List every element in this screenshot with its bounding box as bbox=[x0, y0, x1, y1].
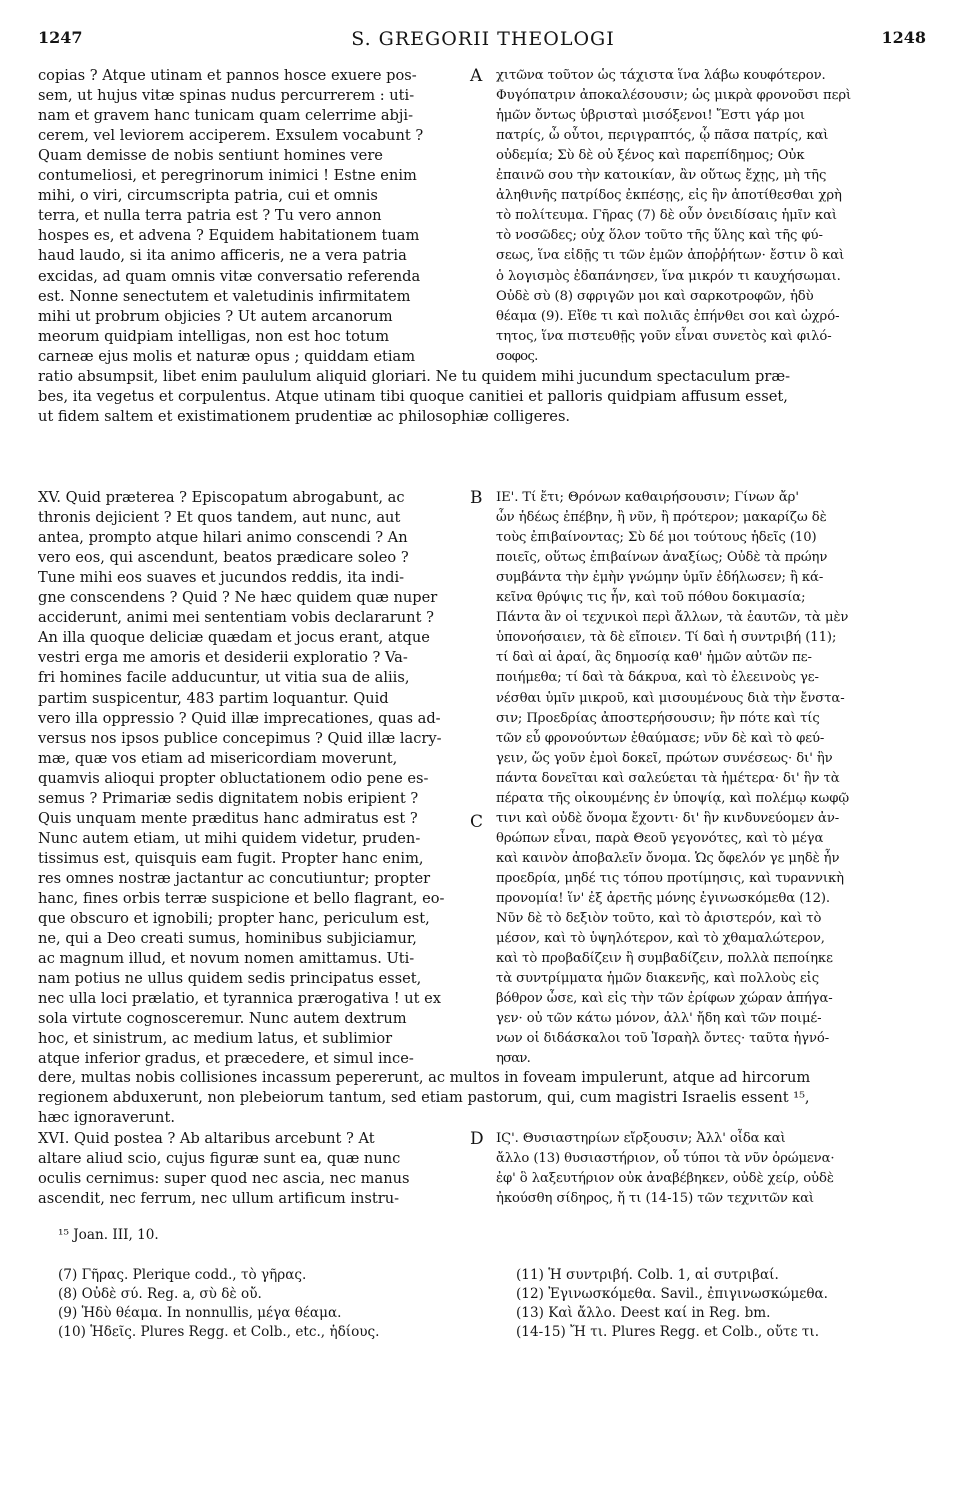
greek-line: τινι καὶ οὐδὲ ὄνομα ἔχοντι· δι' ἣν κινδυνεύομεν ἀν- bbox=[496, 810, 840, 826]
latin-line: haud laudo, si ita animo afficeris, ne a vera patria bbox=[38, 247, 407, 265]
greek-line: ὧν ἡδέως ἐπέβην, ἢ νῦν, ἢ πρότερον; μακαρίζω δὲ bbox=[496, 510, 827, 526]
latin-line: hanc, fines orbis terræ suspicione et bello flagrant, eo- bbox=[38, 890, 445, 907]
greek-line: ἡμῶν ὄντως ὑβρισταὶ μισόξενοι! Ἔστι γάρ μοι bbox=[496, 108, 805, 124]
latin-line: est. Nonne senectutem et valetudinis infirmitatem bbox=[38, 287, 411, 305]
greek-line: ἐφ' ὃ λαξευτήριον οὐκ ἀναβέβηκεν, οὐδὲ χείρ, οὐδὲ bbox=[496, 1171, 834, 1187]
greek-line: ησαν. bbox=[496, 1051, 531, 1067]
latin-line: hæc ignoraverunt. bbox=[38, 1109, 175, 1127]
greek-line: τητος, ἵνα πιστευθῇς γοῦν εἶναι συνετὸς καὶ φιλό- bbox=[496, 328, 832, 344]
latin-line: nam potius ne ullus quidem sedis principatus esset, bbox=[38, 970, 422, 988]
latin-line: quamvis alioqui propter obluctationem odio pene es- bbox=[38, 769, 429, 787]
latin-line: hoc, et sinistrum, ac medium latus, et sublimior bbox=[38, 1030, 393, 1048]
latin-line: hospes es, et advena ? Equidem habitationem tuam bbox=[38, 227, 420, 245]
latin-line: nam et gravem hanc tunicam quam celerrime abji- bbox=[38, 107, 414, 125]
greek-line: σιν; Προεδρίας ἀποστερήσουσιν; ἣν πότε καὶ τίς bbox=[496, 710, 820, 726]
greek-line: τὸ νοσῶδες; οὐχ ὅλον τοῦτο τῆς ὕλης καὶ τῆς φύ- bbox=[496, 228, 823, 244]
greek-line: ὁ λογισμὸς ἐδαπάνησεν, ἵνα μικρόν τι καυχήσωμαι. bbox=[496, 268, 841, 284]
latin-line: Tune mihi eos suaves et jucundos reddis, ita indi- bbox=[38, 569, 405, 587]
latin-line: ac magnum illud, et novum nomen amittamus. Uti- bbox=[38, 950, 415, 968]
section-marker: B bbox=[470, 488, 483, 508]
latin-line: tissimus est, quisquis eam fugit. Propter hanc enim, bbox=[38, 849, 424, 867]
latin-line: nec ulla loci prælatio, et tyrannica prærogativa ! ut ex bbox=[38, 990, 441, 1008]
greek-line: νέσθαι ὑμῖν μικροῦ, καὶ μισουμένους διὰ τὴν ἔνστα- bbox=[496, 690, 845, 706]
latin-line: ratio absumpsit, libet enim paululum aliquid gloriari. Ne tu quidem mihi jucundum spectaculum præ- bbox=[38, 368, 791, 385]
latin-line: ascendit, nec ferrum, nec ullum artificum instru- bbox=[38, 1190, 400, 1208]
latin-line: excidas, ad quam omnis vitæ conversatio referenda bbox=[38, 267, 421, 285]
critical-note: (13) Καὶ ἄλλο. Deest καί in Reg. bm. bbox=[516, 1305, 771, 1321]
critical-note: (10) Ἡδεῖς. Plures Regg. et Colb., etc., ἡδίους. bbox=[58, 1324, 380, 1340]
latin-line: Quis unquam mente præditus hanc admiratus est ? bbox=[38, 809, 418, 827]
latin-line: vero eos, qui ascendunt, beatos prædicare soleo ? bbox=[38, 549, 409, 567]
scripture-reference: ¹⁵ Joan. III, 10. bbox=[58, 1227, 159, 1243]
greek-line: μέσον, καὶ τὸ ὑψηλότερον, καὶ τὸ χθαμαλώτερον, bbox=[496, 931, 825, 947]
greek-line: βόθρον ὦσε, καὶ εἰς τὴν τῶν ἐρίφων χώραν ἀπήγα- bbox=[496, 991, 833, 1007]
greek-line: τοὺς ἐπιβαίνοντας; Σὺ δέ μοι τούτους ἡδεῖς (10) bbox=[496, 530, 817, 546]
greek-line: πέρατα τῆς οἰκουμένης ἐν ὑποψίᾳ, καὶ πολέμῳ κωφῷ bbox=[496, 790, 850, 806]
latin-line: sola virtute cognosceremur. Nunc autem dextrum bbox=[38, 1010, 407, 1028]
greek-line: προεδρία, μηδέ τις τόπου προτίμησις, καὶ τυραννικὴ bbox=[496, 870, 844, 886]
latin-line: acciderunt, animi mei sententiam vobis declararunt ? bbox=[38, 609, 434, 627]
latin-line: Nunc autem etiam, ut mihi quidem videtur, pruden- bbox=[38, 829, 421, 847]
latin-line: copias ? Atque utinam et pannos hosce exuere pos- bbox=[38, 67, 417, 84]
greek-line: τὸ πολίτευμα. Γῆρας (7) δὲ οὖν ὀνειδίσαις ἡμῖν καὶ bbox=[496, 208, 837, 224]
critical-note: (9) Ἡδὺ θέαμα. In nonnullis, μέγα θέαμα. bbox=[58, 1305, 342, 1321]
latin-line: gne conscendens ? Quid ? Ne hæc quidem quæ nuper bbox=[38, 589, 438, 607]
critical-note: (8) Οὐδὲ σύ. Reg. a, σὺ δὲ οὔ. bbox=[58, 1286, 262, 1302]
greek-line: καὶ καινὸν ἀποβαλεῖν ὄνομα. Ὡς ὄφελόν γε μηδὲ ἦν bbox=[496, 850, 840, 866]
greek-line: ὑπονοήσαιεν, τὰ δὲ εἴποιεν. Τί δαὶ ἡ συντριβή (11); bbox=[496, 630, 837, 646]
greek-line: γεν· οὐ τῶν κάτω μόνον, ἀλλ' ἤδη καὶ τῶν ποιμέ- bbox=[496, 1011, 822, 1027]
critical-note: (12) Ἐγινωσκόμεθα. Savil., ἐπιγινωσκώμεθα. bbox=[516, 1286, 829, 1302]
greek-line: ΙΕ'. Τί ἔτι; Θρόνων καθαιρήσουσιν; Γίνων ἄρ' bbox=[496, 490, 799, 505]
latin-line: regionem abduxerunt, non plebeiorum tantum, sed etiam pastorum, qui, cum magistri Israelis essent ¹⁵, bbox=[38, 1089, 810, 1107]
greek-line: Οὐδὲ σὺ (8) σφριγῶν μοι καὶ σαρκοτροφῶν, ἡδὺ bbox=[496, 288, 814, 304]
running-header bbox=[0, 28, 966, 56]
greek-line: τῶν εὖ φρονούντων ἐθαύμασε; νῦν δὲ καὶ τὸ φεύ- bbox=[496, 730, 825, 746]
latin-line: mihi ut probrum objicies ? Ut autem arcanorum bbox=[38, 307, 393, 325]
latin-line: terra, et nulla terra patria est ? Tu vero annon bbox=[38, 207, 382, 225]
greek-line: ἐπαινῶ σου τὴν κατοικίαν, ἂν οὕτως ἔχῃς, μὴ τῆς bbox=[496, 168, 827, 184]
latin-line: carneæ ejus molis et naturæ opus ; quiddam etiam bbox=[38, 347, 416, 365]
latin-line: semus ? Primariæ sedis dignitatem nobis eripient ? bbox=[38, 789, 419, 807]
critical-note: (11) Ἡ συντριβή. Colb. 1, αἱ συτριβαί. bbox=[516, 1267, 779, 1283]
greek-line: νων οἱ διδάσκαλοι τοῦ Ἰσραὴλ ὄντες· ταῦτα ἠγνό- bbox=[496, 1031, 830, 1047]
latin-line: ut fidem saltem et existimationem prudentiæ ac philosophiæ colligeres. bbox=[38, 408, 571, 426]
page-number-right: 1248 bbox=[881, 28, 926, 47]
greek-line: Πάντα ἂν οἱ τεχνικοὶ περὶ ἄλλων, τὰ ἑαυτῶν, τὰ μὲν bbox=[496, 610, 849, 626]
latin-line: fri homines facile adducuntur, ut vitia sua de aliis, bbox=[38, 669, 410, 687]
section-marker: A bbox=[470, 66, 483, 86]
latin-line: dere, multas nobis collisiones incassum pepererunt, ac multos in foveam impulerunt, atque ad hircorum bbox=[38, 1069, 811, 1086]
latin-line: oculis cernimus: super quod nec ascia, nec manus bbox=[38, 1170, 410, 1188]
section-marker: C bbox=[470, 812, 484, 832]
latin-line: meorum quidpiam intelligas, non est hoc totum bbox=[38, 327, 390, 345]
greek-line: χιτῶνα τοῦτον ὡς τάχιστα ἵνα λάβω κουφότερον. bbox=[496, 68, 826, 83]
latin-line: ne, qui a Deo creati sumus, hominibus subjiciamur, bbox=[38, 930, 417, 948]
greek-line: σεως, ἵνα εἰδῇς τι τῶν ἐμῶν ἀποῤῥήτων· ἔστιν ὃ καὶ bbox=[496, 248, 845, 264]
greek-line: συμβάντα τὴν ἐμὴν γνώμην ὑμῖν ἐδήλωσεν; ἢ κά- bbox=[496, 570, 824, 586]
section-marker: D bbox=[470, 1129, 484, 1149]
greek-line: Νῦν δὲ τὸ δεξιὸν τοῦτο, καὶ τὸ ἀριστερόν, καὶ τὸ bbox=[496, 911, 822, 927]
greek-line: γειν, ὥς γοῦν ἐμοὶ δοκεῖ, πρώτων συνέσεως· δι' ἣν bbox=[496, 750, 833, 766]
greek-line: ΙϚ'. Θυσιαστηρίων εἴρξουσιν; Ἀλλ' οἶδα καὶ bbox=[496, 1131, 786, 1146]
latin-line: Quam demisse de nobis sentiunt homines vere bbox=[38, 147, 383, 165]
latin-line: altare aliud scio, cujus figuræ sunt ea, quæ nunc bbox=[38, 1150, 401, 1168]
latin-line: atque inferior gradus, et præcedere, et simul ince- bbox=[38, 1050, 414, 1068]
latin-line: mæ, quæ vos etiam ad misericordiam moverunt, bbox=[38, 749, 398, 767]
latin-line: contumeliosi, et peregrinorum inimici ! Estne enim bbox=[38, 167, 417, 185]
latin-line: thronis dejicient ? Et quos tandem, aut nunc, aut bbox=[38, 509, 401, 527]
greek-line: Φυγόπατριν ἀποκαλέσουσιν; ὡς μικρὰ φρονοῦσι περὶ bbox=[496, 88, 852, 104]
latin-line: partim suspicentur, 483 partim loquantur. Quid bbox=[38, 689, 389, 707]
greek-line: σοφος. bbox=[496, 348, 538, 364]
greek-line: πατρίς, ὦ οὗτοι, περιγραπτός, ᾧ πᾶσα πατρίς, καὶ bbox=[496, 128, 829, 144]
greek-line: ἠκούσθη σίδηρος, ἤ τι (14-15) τῶν τεχνιτῶν καὶ bbox=[496, 1191, 814, 1207]
greek-line: ποιεῖς, οὕτως ἐπιβαίνων ἀναξίως; Οὐδὲ τὰ πρώην bbox=[496, 550, 828, 566]
latin-line: vestri erga me amoris et desiderii exploratio ? Va- bbox=[38, 649, 408, 667]
latin-line: que obscuro et ignobili; propter hanc, periculum est, bbox=[38, 910, 430, 928]
latin-line: An illa quoque deliciæ quædam et jocus erant, atque bbox=[38, 629, 430, 647]
latin-line: bes, ita vegetus et corpulentus. Atque utinam tibi quoque canitiei et palloris quidpiam affusum esset, bbox=[38, 388, 788, 406]
latin-line: res omnes nostræ jactantur ac concutiuntur; propter bbox=[38, 869, 431, 887]
latin-line: XVI. Quid postea ? Ab altaribus arcebunt ? At bbox=[38, 1130, 375, 1147]
latin-line: vero illa oppressio ? Quid illæ imprecationes, quas ad- bbox=[38, 709, 441, 727]
running-title: S. GREGORII THEOLOGI bbox=[351, 28, 615, 50]
greek-line: ποιήμεθα; τί δαὶ τὰ δάκρυα, καὶ τὸ ἐλεεινοὺς γε- bbox=[496, 670, 819, 686]
greek-line: κεῖνα θρύψις τις ἦν, καὶ τοῦ πόθου δοκιμασία; bbox=[496, 590, 806, 606]
greek-line: ἀληθινῆς πατρίδος ἐκπέσῃς, εἰς ἣν ἀποτίθεσθαι χρὴ bbox=[496, 188, 842, 204]
greek-line: πάντα δονεῖται καὶ σαλεύεται τὰ ἡμέτερα· δι' ἣν τὰ bbox=[496, 770, 840, 786]
greek-line: θρώπων εἶναι, παρὰ Θεοῦ γεγονότες, καὶ τὸ μέγα bbox=[496, 830, 824, 846]
page-number-left: 1247 bbox=[38, 28, 83, 47]
greek-line: οὐδεμία; Σὺ δὲ οὐ ξένος καὶ παρεπίδημος; Οὐκ bbox=[496, 148, 805, 164]
latin-line: sem, ut hujus vitæ spinas nudus percurrerem : uti- bbox=[38, 87, 415, 105]
latin-line: versus nos ipsos publice concepimus ? Quid illæ lacry- bbox=[38, 729, 442, 747]
latin-line: cerem, vel leviorem acciperem. Exsulem vocabunt ? bbox=[38, 127, 424, 145]
greek-line: θέαμα (9). Εἴθε τι καὶ πολιᾶς ἐπήνθει σοι καὶ ὠχρό- bbox=[496, 308, 840, 324]
critical-note: (7) Γῆρας. Plerique codd., τὸ γῆρας. bbox=[58, 1267, 307, 1283]
greek-line: καὶ τὸ προβαδίζειν ἢ συμβαδίζειν, πολλὰ πεποίηκε bbox=[496, 951, 833, 967]
greek-line: ἄλλο (13) θυσιαστήριον, οὗ τύποι τὰ νῦν ὁρώμενα· bbox=[496, 1151, 835, 1167]
latin-line: XV. Quid præterea ? Episcopatum abrogabunt, ac bbox=[38, 489, 405, 506]
latin-line: mihi, o viri, circumscripta patria, cui et omnis bbox=[38, 187, 378, 205]
greek-line: προνομία! ἵν' ἐξ ἀρετῆς μόνης ἐγινωσκόμεθα (12). bbox=[496, 891, 831, 906]
greek-line: τὰ συντρίμματα ἡμῶν διακενῆς, καὶ πολλοὺς εἰς bbox=[496, 971, 820, 987]
critical-note: (14-15) Ἤ τι. Plures Regg. et Colb., οὔτε τι. bbox=[516, 1324, 820, 1340]
greek-line: τί δαὶ αἱ ἀραί, ἃς δημοσίᾳ καθ' ἡμῶν αὐτῶν πε- bbox=[496, 650, 812, 666]
latin-line: antea, prompto atque hilari animo conscendi ? An bbox=[38, 529, 408, 547]
